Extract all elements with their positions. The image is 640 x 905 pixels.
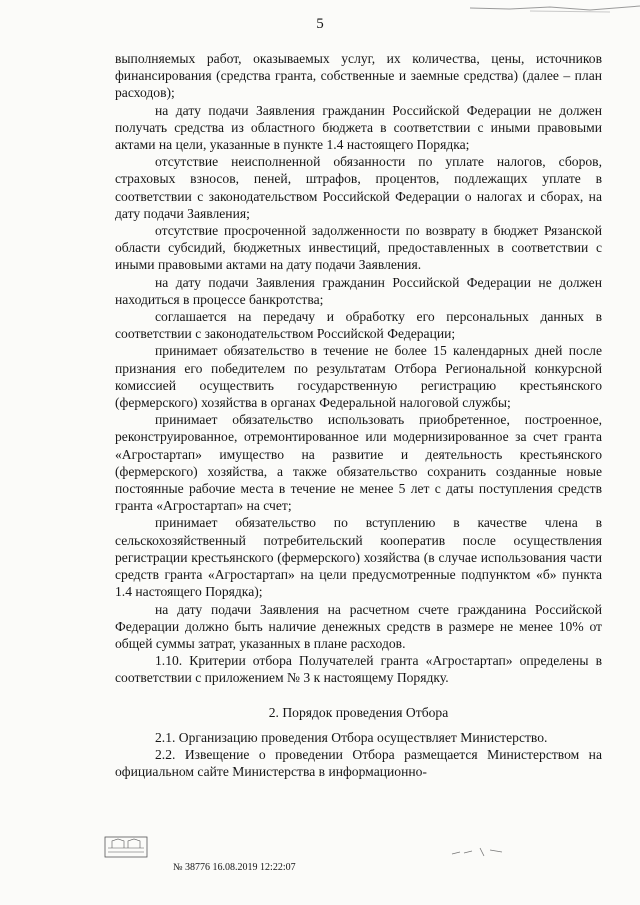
document-body <box>115 50 602 780</box>
paragraph: принимает обязательство использовать приобретенное, построенное, реконструированное, отремонтированное или модернизированное за счет гранта «Агростартап» имущество на развитие и деятельность крестьянского (фермерского) хозяйства, а также обязательство сохранить созданные новые постоянные рабочие места в течение не менее 5 лет с даты поступления средств гранта «Агростартап» на счет; <box>115 412 602 514</box>
page-number: 5 <box>316 16 324 32</box>
paragraph: на дату подачи Заявления гражданин Российской Федерации не должен получать средства из областного бюджета в соответствии с иными правовыми актами на цели, указанные в пункте 1.4 настоящего Порядка; <box>115 102 602 153</box>
paragraph: на дату подачи Заявления на расчетном счете гражданина Российской Федерации должно быть наличие денежных средств в размере не менее 10% от общей суммы затрат, указанных в плане расходов. <box>115 601 602 651</box>
registration-number: № 38776 16.08.2019 12:22:07 <box>173 862 296 873</box>
paragraph: отсутствие неисполненной обязанности по уплате налогов, сборов, страховых взносов, пеней, штрафов, процентов, подлежащих уплате в соответствии с законодательством Российской Федерации о налогах и сборах, на дату подачи Заявления; <box>115 154 602 221</box>
paragraph: на дату подачи Заявления гражданин Российской Федерации не должен находиться в процессе банкротства; <box>115 274 602 307</box>
paragraph: выполняемых работ, оказываемых услуг, их количества, цены, источников финансирования (средства гранта, собственные и заемные средства) (далее – план расходов); <box>115 51 602 101</box>
scan-artifact <box>450 840 520 860</box>
scan-edge-noise <box>470 0 640 14</box>
paragraph: соглашается на передачу и обработку его персональных данных в соответствии с законодательством Российской Федерации; <box>115 309 602 342</box>
paragraph: 2.1. Организацию проведения Отбора осуществляет Министерство. <box>155 729 548 745</box>
paragraph: 1.10. Критерии отбора Получателей гранта «Агростартап» определены в соответствии с приложением № 3 к настоящему Порядку. <box>115 653 602 686</box>
section-heading: 2. Порядок проведения Отбора <box>268 704 449 720</box>
paragraph: принимает обязательство в течение не более 15 календарных дней после признания его победителем по результатам Отбора Региональной конкурсной комиссией осуществить государственную регистрацию крестьянского (фермерского) хозяйства в органах Федеральной налоговой службы; <box>115 343 602 411</box>
registry-stamp-icon <box>104 836 148 858</box>
paragraph: отсутствие просроченной задолженности по возврату в бюджет Рязанской области субсидий, бюджетных инвестиций, предоставленных в соответствии с иными правовыми актами на дату подачи Заявления. <box>115 223 602 273</box>
paragraph: 2.2. Извещение о проведении Отбора размещается Министерством на официальном сайте Министерства в информационно- <box>115 746 602 780</box>
paragraph: принимает обязательство по вступлению в качестве члена в сельскохозяйственный потребительский кооператив после осуществления регистрации крестьянского (фермерского) хозяйства (в случае использования части средств гранта «Агростартап» на цели предусмотренные подпунктом «б» пункта 1.4 настоящего Порядка); <box>115 515 602 600</box>
